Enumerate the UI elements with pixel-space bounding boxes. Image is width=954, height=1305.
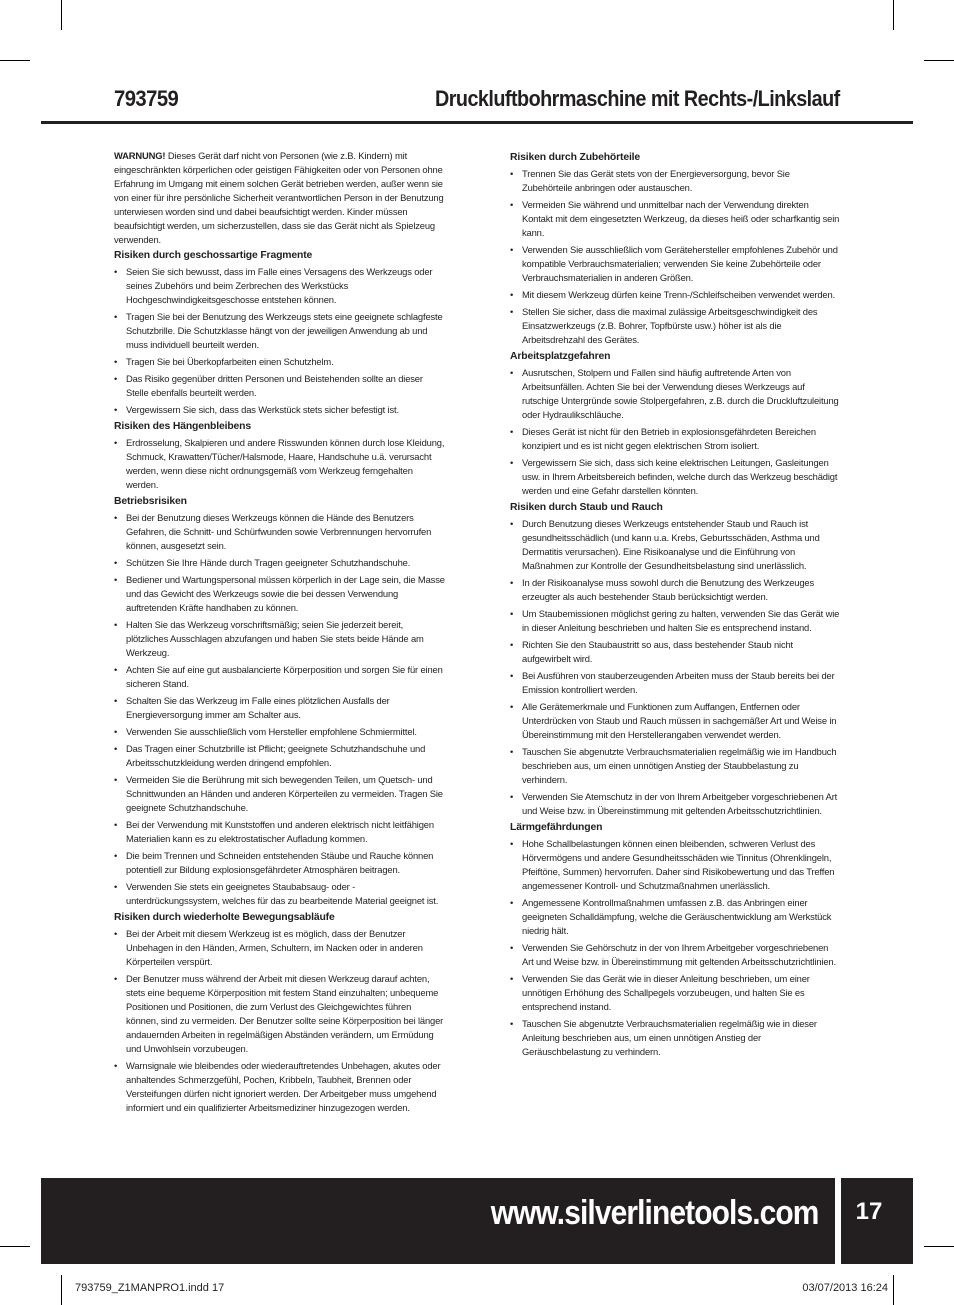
list-item: • Trennen Sie das Gerät stets von der Energieversorgung, bevor Sie Zubehörteile anbringen oder austauschen.: [510, 167, 841, 195]
crop-mark: [0, 1246, 30, 1247]
section-heading: Arbeitsplatzgefahren: [510, 351, 611, 362]
section-heading: Lärmgefährdungen: [510, 822, 603, 833]
right-sections: [510, 151, 841, 1059]
list-item: • Verwenden Sie stets ein geeignetes Staubabsaug- oder -unterdrückungssystem, welches für das zu bearbeitende Material geeignet ist.: [114, 880, 445, 908]
list-item: • Tragen Sie bei Überkopfarbeiten einen Schutzhelm.: [114, 355, 445, 369]
list-item: • Bei der Verwendung mit Kunststoffen und anderen elektrisch nicht leitfähigen Materialien kann es zu elektrostatischer Aufladung kommen.: [114, 818, 445, 846]
list-item: • Das Tragen einer Schutzbrille ist Pflicht; geeignete Schutzhandschuhe und Arbeitsschutzkleidung werden dringend empfohlen.: [114, 742, 445, 770]
list-item: • Alle Gerätemerkmale und Funktionen zum Auffangen, Entfernen oder Unterdrücken von Staub und Rauch müssen in sachgemäßer Art und Weise in Übereinstimmung mit den Herstellerangaben verwendet werden.: [510, 700, 841, 742]
bullet-list: [114, 436, 445, 492]
bullet-list: [510, 366, 841, 498]
page-number-box: [841, 1178, 913, 1264]
list-item: • Stellen Sie sicher, dass die maximal zulässige Arbeitsgeschwindigkeit des Einsatzwerkzeugs (z.B. Bohrer, Topfbürste usw.) höher ist als die Arbeitsdrehzahl des Gerätes.: [510, 305, 841, 347]
list-item: • Der Benutzer muss während der Arbeit mit diesen Werkzeug darauf achten, stets eine bequeme Körperposition mit festem Stand einzuhalten; unbequeme Positionen und Positionen, die zum Verlust des Gleichgewichtes führen können, sind zu vermeiden. Der Benutzer sollte seine Körperposition bei länger andauernden Arbeiten in regelmäßigen Abständen verändern, um Ermüdung und Unwohlsein vorzubeugen.: [114, 972, 445, 1056]
list-item: • Tauschen Sie abgenutzte Verbrauchsmaterialien regelmäßig wie in dieser Anleitung beschrieben aus, um einen unnötigen Anstieg der Geräuschbelastung zu verhindern.: [510, 1017, 841, 1059]
section-heading: Risiken durch wiederholte Bewegungsabläufe: [114, 912, 335, 923]
list-item: • Verwenden Sie Atemschutz in der von Ihrem Arbeitgeber vorgeschriebenen Art und Weise bzw. in Übereinstimmung mit geltenden Arbeitsschutzrichtlinien.: [510, 790, 841, 818]
list-item: • Verwenden Sie ausschließlich vom Hersteller empfohlene Schmiermittel.: [114, 725, 445, 739]
bullet-list: [510, 167, 841, 347]
list-item: • Vermeiden Sie während und unmittelbar nach der Verwendung direkten Kontakt mit dem eingesetzten Werkzeug, da dieses heiß oder scharfkantig sein kann.: [510, 198, 841, 240]
crop-mark: [924, 60, 954, 61]
crop-mark: [0, 60, 30, 61]
crop-mark: [924, 1246, 954, 1247]
list-item: • Schützen Sie Ihre Hände durch Tragen geeigneter Schutzhandschuhe.: [114, 556, 445, 570]
warning-paragraph: [114, 149, 445, 247]
list-item: • Bei der Benutzung dieses Werkzeugs können die Hände des Benutzers Gefahren, die Schnitt- und Schürfwunden sowie Verbrennungen hervorrufen können, ausgesetzt sein.: [114, 511, 445, 553]
bullet-list: [510, 837, 841, 1059]
list-item: • Ausrutschen, Stolpern und Fallen sind häufig auftretende Arten von Arbeitsunfällen. Achten Sie bei der Verwendung dieses Werkzeugs auf rutschige Untergründe sowie Stolpergefahren, z.B. durch die Druckluftzuleitung oder Hydraulikschläuche.: [510, 366, 841, 422]
list-item: • Erdrosselung, Skalpieren und andere Risswunden können durch lose Kleidung, Schmuck, Krawatten/Tücher/Halsmode, Haare, Handschuhe u.ä. verursacht werden, wenn diese nicht ordnungsgemäß vom Werkzeug ferngehalten werden.: [114, 436, 445, 492]
bullet-list: [114, 927, 445, 1115]
bullet-list: [114, 511, 445, 908]
warning-label: WARNUNG!: [114, 150, 166, 161]
list-item: • Die beim Trennen und Schneiden entstehenden Stäube und Rauche können potentiell zur Bildung explosionsgefährdeter Atmosphären beitragen.: [114, 849, 445, 877]
list-item: • Verwenden Sie ausschließlich vom Gerätehersteller empfohlenes Zubehör und kompatible Verbrauchsmaterialien; verwenden Sie keine Zubehörteile oder Verbrauchsmaterialien in anderen Größen.: [510, 243, 841, 285]
list-item: • Warnsignale wie bleibendes oder wiederauftretendes Unbehagen, akutes oder anhaltendes Schmerzgefühl, Pochen, Kribbeln, Taubheit, Brennen oder Versteifungen dürfen nicht ignoriert werden. Der Arbeitgeber muss umgehend informiert und ein qualifizierter Arbeitsmediziner hinzugezogen werden.: [114, 1059, 445, 1115]
left-column: [114, 149, 445, 1118]
list-item: • Verwenden Sie Gehörschutz in der von Ihrem Arbeitgeber vorgeschriebenen Art und Weise bzw. in Übereinstimmung mit geltenden Arbeitsschutzrichtlinien.: [510, 941, 841, 969]
list-item: • Vergewissern Sie sich, dass sich keine elektrischen Leitungen, Gasleitungen usw. in Ihrem Arbeitsbereich befinden, welche durch das Werkzeug beschädigt werden und eine Gefahr darstellen könnten.: [510, 456, 841, 498]
product-code: 793759: [114, 86, 179, 111]
list-item: • Vergewissern Sie sich, dass das Werkstück stets sicher befestigt ist.: [114, 403, 445, 417]
crop-mark: [61, 1275, 62, 1305]
list-item: • Verwenden Sie das Gerät wie in dieser Anleitung beschrieben, um einer unnötigen Erhöhung des Schallpegels vorzubeugen, und halten Sie es entsprechend instand.: [510, 972, 841, 1014]
section-heading: Risiken durch Zubehörteile: [510, 152, 641, 163]
list-item: • Das Risiko gegenüber dritten Personen und Beistehenden sollte an dieser Stelle ebenfalls beurteilt werden.: [114, 372, 445, 400]
list-item: • Um Staubemissionen möglichst gering zu halten, verwenden Sie das Gerät wie in dieser Anleitung beschrieben und halten Sie es entsprechend instand.: [510, 607, 841, 635]
section-heading: Risiken des Hängenbleibens: [114, 421, 251, 432]
list-item: • Halten Sie das Werkzeug vorschriftsmäßig; seien Sie jederzeit bereit, plötzliches Ausschlagen abzufangen und haben Sie stets beide Hände am Werkzeug.: [114, 618, 445, 660]
list-item: • Bediener und Wartungspersonal müssen körperlich in der Lage sein, die Masse und das Gewicht des Werkzeugs sowie die bei dessen Verwendung auftretenden Kräfte handhaben zu können.: [114, 573, 445, 615]
list-item: • Vermeiden Sie die Berührung mit sich bewegenden Teilen, um Quetsch- und Schnittwunden an Händen und anderen Körperteilen zu vermeiden. Tragen Sie geeignete Schutzhandschuhe.: [114, 773, 445, 815]
list-item: • Tauschen Sie abgenutzte Verbrauchsmaterialien regelmäßig wie im Handbuch beschrieben aus, um einen unnötigen Anstieg der Staubbelastung zu verhindern.: [510, 745, 841, 787]
list-item: • Dieses Gerät ist nicht für den Betrieb in explosionsgefährdeten Bereichen konzipiert und es ist nicht gegen elektrischen Strom isoliert.: [510, 425, 841, 453]
list-item: • Seien Sie sich bewusst, dass im Falle eines Versagens des Werkzeugs oder seines Zubehörs und beim Zerbrechen des Werkstücks Hochgeschwindigkeitsgeschosse entstehen können.: [114, 265, 445, 307]
bullet-list: [114, 265, 445, 417]
list-item: • Hohe Schallbelastungen können einen bleibenden, schweren Verlust des Hörvermögens und andere Gesundheitsschäden wie Tinnitus (Ohrenklingeln, Pfeiftöne, Summen) hervorrufen. Daher sind Risikobewertung und das Treffen angemessener Kontroll- und Schutzmaßnahmen unerlässlich.: [510, 837, 841, 893]
section-heading: Risiken durch Staub und Rauch: [510, 502, 663, 513]
list-item: • Durch Benutzung dieses Werkzeugs entstehender Staub und Rauch ist gesundheitsschädlich (und kann u.a. Krebs, Geburtsschäden, Asthma und Dermatitis verursachen). Eine Risikoanalyse und die Einführung von Maßnahmen zur Kontrolle der Gesundheitsbelastung sind unerlässlich.: [510, 517, 841, 573]
list-item: • Bei Ausführen von stauberzeugenden Arbeiten muss der Staub bereits bei der Emission kontrolliert werden.: [510, 669, 841, 697]
list-item: • Bei der Arbeit mit diesem Werkzeug ist es möglich, dass der Benutzer Unbehagen in den Händen, Armen, Schultern, im Nacken oder in anderen Körperteilen verspürt.: [114, 927, 445, 969]
crop-mark: [893, 1275, 894, 1305]
list-item: • Schalten Sie das Werkzeug im Falle eines plötzlichen Ausfalls der Energieversorgung immer am Schalter aus.: [114, 694, 445, 722]
warning-text: Dieses Gerät darf nicht von Personen (wie z.B. Kindern) mit eingeschränkten körperlichen oder geistigen Fähigkeiten oder von Personen ohne Erfahrung im Umgang mit einem solchen Gerät betrieben werden, außer wenn sie von einer für ihre persönliche Sicherheit verantwortlichen Person in der Benutzung unterwiesen worden sind und dabei beaufsichtigt werden. Kinder müssen beaufsichtigt werden, um sicherzustellen, dass sie das Gerät nicht als Spielzeug verwenden.: [114, 150, 444, 245]
list-item: • Angemessene Kontrollmaßnahmen umfassen z.B. das Anbringen einer geeigneten Schalldämpfung, welche die Geräuschentwicklung am Werkstück niedrig hält.: [510, 896, 841, 938]
page-number: 17: [855, 1198, 883, 1225]
footer-bar: [41, 1178, 835, 1264]
bullet-list: [510, 517, 841, 818]
list-item: • Mit diesem Werkzeug dürfen keine Trenn-/Schleifscheiben verwendet werden.: [510, 288, 841, 302]
section-heading: Risiken durch geschossartige Fragmente: [114, 250, 313, 261]
list-item: • Richten Sie den Staubaustritt so aus, dass bestehender Staub nicht aufgewirbelt wird.: [510, 638, 841, 666]
crop-mark: [893, 0, 894, 30]
list-item: • In der Risikoanalyse muss sowohl durch die Benutzung des Werkzeuges erzeugter als auch bestehender Staub berücksichtigt werden.: [510, 576, 841, 604]
section-heading: Betriebsrisiken: [114, 496, 187, 507]
website-link[interactable]: www.silverlinetools.com: [491, 1194, 819, 1232]
left-sections: [114, 249, 445, 1115]
header-rule: [41, 121, 913, 124]
print-slug-date: 03/07/2013 16:24: [802, 1282, 888, 1294]
right-column: [510, 149, 841, 1062]
list-item: • Tragen Sie bei der Benutzung des Werkzeugs stets eine geeignete schlagfeste Schutzbrille. Die Schutzklasse hängt von der jeweiligen Anwendung ab und muss individuell beurteilt werden.: [114, 310, 445, 352]
crop-mark: [61, 0, 62, 30]
print-slug-file: 793759_Z1MANPRO1.indd 17: [75, 1282, 225, 1294]
page-title: Druckluftbohrmaschine mit Rechts-/Linkslauf: [435, 86, 840, 111]
list-item: • Achten Sie auf eine gut ausbalancierte Körperposition und sorgen Sie für einen sicheren Stand.: [114, 663, 445, 691]
